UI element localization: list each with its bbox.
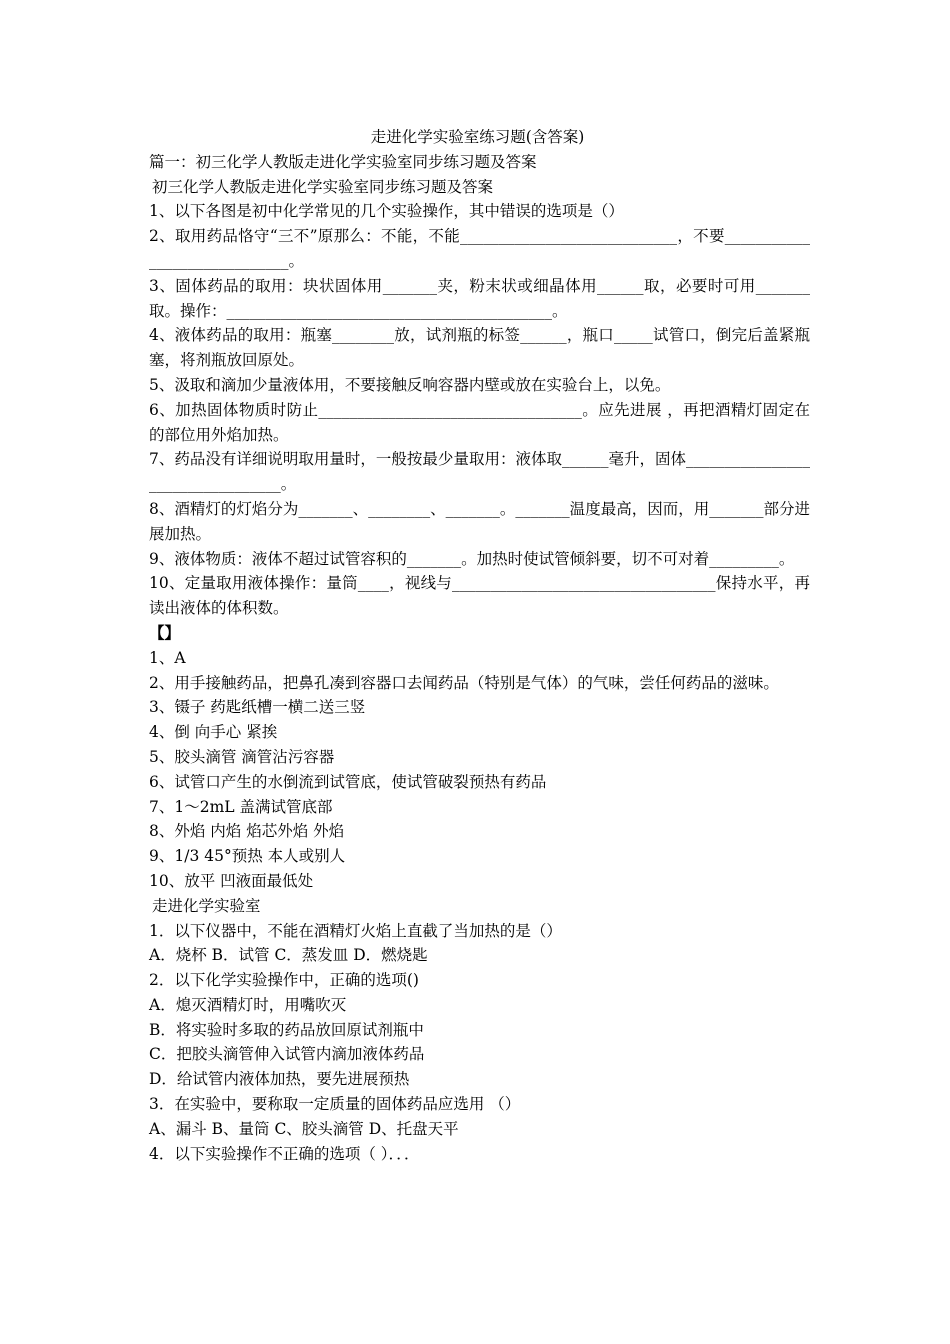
question-item: 7、药品没有详细说明取用量时，一般按最少量取用：液体取______毫升，固体_________________________________。 <box>149 450 810 494</box>
document-body <box>145 125 815 1166</box>
answers-heading: 【】 <box>149 622 181 642</box>
answer-item: 4、倒 向手心 紧挨 <box>149 723 278 742</box>
question-item: 8、酒精灯的灯焰分为_______、________、_______。_______温度最高，因而，用_______部分进展加热。 <box>149 499 810 543</box>
question-item: 1、以下各图是初中化学常见的几个实验操作，其中错误的选项是（） <box>149 202 624 221</box>
question-item: 5、汲取和滴加少量液体用，不要接触反响容器内壁或放在实验台上，以免。 <box>149 375 671 394</box>
section1-heading: 篇一：初三化学人教版走进化学实验室同步练习题及答案 <box>149 152 537 171</box>
answer-item: 5、胶头滴管 滴管沾污容器 <box>149 747 335 766</box>
answer-item: 6、试管口产生的水倒流到试管底，使试管破裂预热有药品 <box>149 772 547 791</box>
answer-item: 1、A <box>149 648 186 667</box>
question-item: 2、取用药品恪守“三不”原那么：不能，不能____________________________，不要_____________________________。 <box>149 227 810 270</box>
answer-item: 9、1/3 45°预热 本人或别人 <box>149 847 346 866</box>
answer-item: 7、1～2mL 盖满试管底部 <box>149 797 333 816</box>
question-item: 9、液体物质：液体不超过试管容积的_______。加热时使试管倾斜要，切不可对着_________。 <box>149 549 795 568</box>
section1-subheading: 初三化学人教版走进化学实验室同步练习题及答案 <box>152 177 494 196</box>
exercise-line: D．给试管内液体加热，要先进展预热 <box>149 1070 410 1089</box>
document-title: 走进化学实验室练习题(含答案) <box>370 128 585 146</box>
exercise-line: 1．以下仪器中，不能在酒精灯火焰上直截了当加热的是（） <box>149 921 562 940</box>
question-item: 3、固体药品的取用：块状固体用_______夹，粉末状或细晶体用______取，必要时可用_______取。操作：__________________________________________。 <box>149 276 810 320</box>
exercise-line: A．烧杯 B．试管 C．蒸发皿 D．燃烧匙 <box>149 946 428 965</box>
exercise-line: 3．在实验中，要称取一定质量的固体药品应选用 （） <box>149 1095 521 1114</box>
question-item: 4、液体药品的取用：瓶塞________放，试剂瓶的标签______，瓶口_____试管口，倒完后盖紧瓶塞，将剂瓶放回原处。 <box>149 326 810 370</box>
exercise-line: C．把胶头滴管伸入试管内滴加液体药品 <box>149 1045 425 1064</box>
exercise-line: B．将实验时多取的药品放回原试剂瓶中 <box>149 1020 424 1039</box>
exercise-line: 2．以下化学实验操作中，正确的选项() <box>149 971 419 990</box>
question-item: 10、定量取用液体操作：量筒____，视线与__________________________________保持水平，再读出液体的体积数。 <box>149 574 810 618</box>
exercise-line: A．熄灭酒精灯时，用嘴吹灭 <box>149 995 347 1014</box>
answer-item: 8、外焰 内焰 焰芯外焰 外焰 <box>149 822 345 841</box>
answer-item: 10、放平 凹液面最低处 <box>149 871 314 890</box>
answer-item: 2、用手接触药品，把鼻孔凑到容器口去闻药品（特别是气体）的气味，尝任何药品的滋味。 <box>149 673 779 692</box>
exercise-line: A、漏斗 B、量筒 C、胶头滴管 D、托盘天平 <box>149 1119 459 1138</box>
section2-heading: 走进化学实验室 <box>152 896 261 915</box>
question-item: 6、加热固体物质时防止__________________________________。应先进展 ，再把酒精灯固定在 的部位用外焰加热。 <box>149 400 815 444</box>
exercise-line: 4．以下实验操作不正确的选项（ ）．．． <box>149 1144 420 1163</box>
answer-item: 3、镊子 药匙纸槽一横二送三竖 <box>149 698 366 717</box>
